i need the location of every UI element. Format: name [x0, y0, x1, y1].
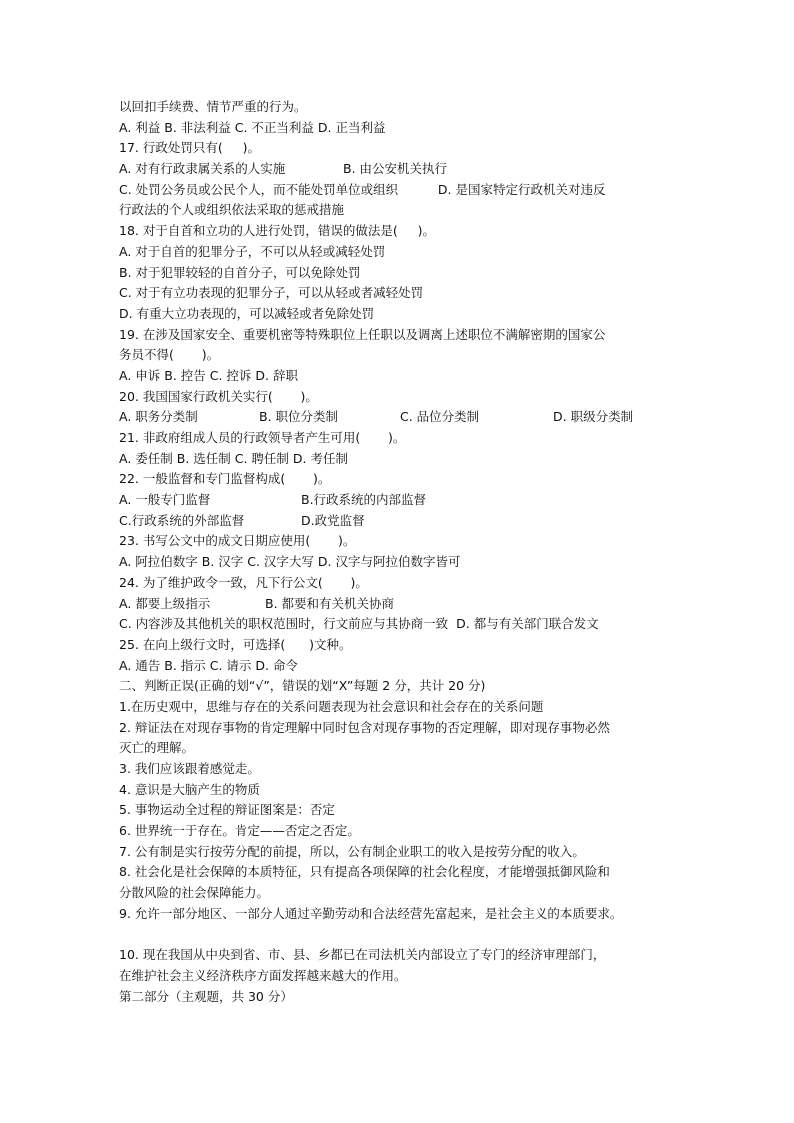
tf-item-5: 5. 事物运动全过程的辩证图案是：否定: [119, 802, 335, 818]
tf-item-7: 7. 公有制是实行按劳分配的前提，所以，公有制企业职工的收入是按劳分配的收入。: [119, 843, 585, 859]
tf-item-6: 6. 世界统一于存在。肯定——否定之否定。: [119, 823, 360, 839]
q22-options-cd: [119, 511, 689, 532]
q22-options-ab: [119, 490, 689, 511]
text-line: 行政法的个人或组织依法采取的惩戒措施: [119, 202, 345, 218]
section-heading: 二、判断正误(正确的划“√”，错误的划“X”每题 2 分，共计 20 分): [119, 678, 486, 694]
q17-option-b: B. 由公安机关执行: [343, 161, 448, 177]
q17-options-ab: [119, 159, 689, 180]
q18-option-d: D. 有重大立功表现的，可以减轻或者免除处罚: [119, 305, 375, 321]
q22-stem: 22. 一般监督和专门监督构成( )。: [119, 471, 331, 487]
q24-options-cd: C. 内容涉及其他机关的职权范围时，行文前应与其协商一致 D. 都与有关部门联合发文: [119, 616, 599, 632]
q19-options: A. 申诉 B. 控告 C. 控诉 D. 辞职: [119, 367, 298, 383]
q24-stem: 24. 为了维护政令一致，凡下行公文( )。: [119, 574, 368, 590]
q24-options-ab: [119, 594, 689, 615]
q24-option-b: B. 都要和有关机关协商: [265, 595, 395, 611]
q22-option-b: B.行政系统的内部监督: [301, 492, 427, 508]
q20-option-a: A. 职务分类制: [119, 409, 198, 425]
q25-stem: 25. 在向上级行文时，可选择( )文种。: [119, 636, 352, 652]
q22-option-c: C.行政系统的外部监督: [119, 512, 245, 528]
q23-options: A. 阿拉伯数字 B. 汉字 C. 汉字大写 D. 汉字与阿拉伯数字皆可: [119, 554, 461, 570]
q22-option-d: D.政党监督: [301, 512, 365, 528]
q20-stem: 20. 我国国家行政机关实行( )。: [119, 388, 318, 404]
text-line: 以回扣手续费、情节严重的行为。: [119, 99, 307, 114]
q20-option-c: C. 品位分类制: [400, 409, 480, 425]
q21-stem: 21. 非政府组成人员的行政领导者产生可用( )。: [119, 430, 406, 445]
text-line: 务员不得( )。: [119, 347, 220, 363]
text-line: 在维护社会主义经济秩序方面发挥越来越大的作用。: [119, 967, 407, 983]
tf-item-3: 3. 我们应该跟着感觉走。: [119, 761, 260, 776]
q23-stem: 23. 书写公文中的成文日期应使用( )。: [119, 533, 356, 549]
tf-item-10: 10. 现在我国从中央到省、市、县、乡都已在司法机关内部设立了专门的经济审理部门，: [119, 947, 606, 963]
tf-item-1: 1.在历史观中，思维与存在的关系问题表现为社会意识和社会存在的关系问题: [119, 698, 544, 714]
text-line: 分散风险的社会保障能力。: [119, 885, 270, 901]
document-page: [119, 97, 689, 1007]
part-two-heading: 第二部分（主观题，共 30 分）: [119, 988, 293, 1004]
q20-option-d: D. 职级分类制: [553, 409, 634, 425]
tf-item-8: 8. 社会化是社会保障的本质特征，只有提高各项保障的社会化程度，才能增强抵御风险和: [119, 864, 610, 880]
q22-option-a: A. 一般专门监督: [119, 492, 211, 508]
q18-option-b: B. 对于犯罪较轻的自首分子，可以免除处罚: [119, 264, 361, 280]
q17-option-a: A. 对有行政隶属关系的人实施: [119, 161, 286, 177]
tf-item-4: 4. 意识是大脑产生的物质: [119, 781, 260, 797]
q16-options: A. 利益 B. 非法利益 C. 不正当利益 D. 正当利益: [119, 119, 386, 135]
q17-stem: 17. 行政处罚只有( )。: [119, 140, 260, 156]
blank-line: [119, 925, 689, 946]
tf-item-2: 2. 辩证法在对现存事物的肯定理解中同时包含对现存事物的否定理解，即对现存事物必然: [119, 719, 610, 735]
q17-options-cd: C. 处罚公务员或公民个人，而不能处罚单位或组织 D. 是国家特定行政机关对违反: [119, 181, 606, 197]
q25-options: A. 通告 B. 指示 C. 请示 D. 命令: [119, 657, 298, 673]
q18-option-c: C. 对于有立功表现的犯罪分子，可以从轻或者减轻处罚: [119, 285, 424, 301]
q20-options: [119, 407, 689, 428]
text-line: 灭亡的理解。: [119, 740, 195, 756]
q19-stem: 19. 在涉及国家安全、重要机密等特殊职位上任职以及调离上述职位不满解密期的国家公: [119, 326, 606, 342]
q21-options: A. 委任制 B. 选任制 C. 聘任制 D. 考任制: [119, 450, 348, 466]
q18-stem: 18. 对于自首和立功的人进行处罚，错误的做法是( )。: [119, 223, 435, 239]
tf-item-9: 9. 允许一部分地区、一部分人通过辛勤劳动和合法经营先富起来，是社会主义的本质要求。: [119, 905, 623, 921]
q24-option-a: A. 都要上级指示: [119, 595, 211, 611]
q20-option-b: B. 职位分类制: [259, 409, 339, 425]
q18-option-a: A. 对于自首的犯罪分子，不可以从轻或减轻处罚: [119, 243, 386, 259]
